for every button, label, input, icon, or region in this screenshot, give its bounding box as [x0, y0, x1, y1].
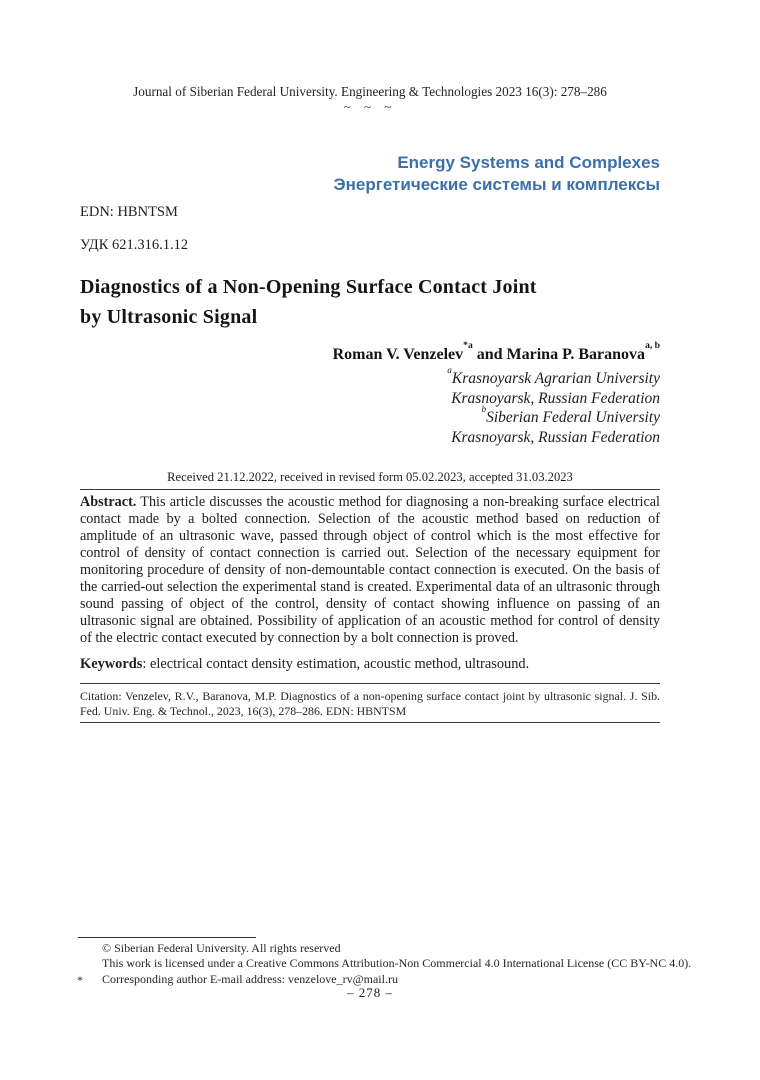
asterisk-marker: * [77, 972, 83, 987]
affiliation-text: Krasnoyarsk, Russian Federation [451, 389, 660, 407]
affiliation-mark: a [447, 365, 452, 376]
footnote-separator-rule [78, 937, 256, 938]
abstract-paragraph [80, 494, 660, 647]
article-title-line2: by Ultrasonic Signal [80, 305, 258, 328]
affiliation-line [80, 428, 660, 448]
affiliation-text: Krasnoyarsk Agrarian University [451, 370, 660, 387]
citation-top-rule [80, 683, 660, 684]
affiliation-text: Siberian Federal University [486, 409, 660, 426]
tilde-separator: ~ ~ ~ [343, 99, 397, 114]
authors-connector: and [472, 346, 507, 363]
affiliation-line [80, 389, 660, 409]
license-line: This work is licensed under a Creative Commons Attribution-Non Commercial 4.0 International License (CC BY-NC 4.0). [102, 956, 692, 971]
corresponding-author-text: Corresponding author E-mail address: venzelove_rv@mail.ru [102, 971, 398, 986]
abstract-text: This article discusses the acoustic method for diagnosing a non-breaking surface electrical contact made by a bolted connection. Selection of the acoustic method based on reduction of amplitude of an ultrasonic wave, passed through object of control which is the most effective for control of density of contact connection is carried out. Selection of the necessary equipment for monitoring procedure of density of non-demountable contact connection is executed. On the basis of the carried-out selection the experimental stand is created. Experimental data of an ultrasonic through sound passing of object of the control, density of contact showing influence on passing of an ultrasonic signal are obtained. Possibility of application of an acoustic method for control of density of the electric contact executed by connection by a bolt connection is proved. [80, 494, 660, 646]
affiliations-block [80, 365, 660, 447]
section-title-ru: Энергетические системы и комплексы [333, 174, 660, 194]
author-2-name: Marina P. Baranova [506, 346, 646, 363]
author-1-affiliation-mark: *a [463, 340, 473, 352]
keywords-text: : electrical contact density estimation, acoustic method, ultrasound. [142, 656, 530, 672]
received-dates: Received 21.12.2022, received in revised form 05.02.2023, accepted 31.03.2023 [167, 470, 573, 484]
page-number: – 278 – [347, 985, 393, 1000]
affiliation-text: Krasnoyarsk, Russian Federation [451, 428, 660, 446]
citation-bottom-rule [80, 722, 660, 723]
abstract-top-rule [80, 489, 660, 490]
keywords-line [80, 656, 660, 673]
footnote-block [77, 941, 692, 987]
affiliation-line [80, 365, 660, 389]
article-title-line1: Diagnostics of a Non-Opening Surface Contact Joint [80, 276, 537, 298]
affiliation-line [80, 404, 660, 428]
abstract-label: Abstract. [80, 494, 137, 510]
authors-line [80, 340, 660, 364]
udk-code: УДК 621.316.1.12 [80, 237, 189, 253]
section-heading [80, 152, 660, 195]
citation-paragraph: Citation: Venzelev, R.V., Baranova, M.P. Diagnostics of a non-opening surface contact joint by ultrasonic signal. J. Sib. Fed. Univ. Eng. & Technol., 2023, 16(3), 278–286. EDN: HBNTSM [80, 689, 660, 718]
journal-header-line: Journal of Siberian Federal University. Engineering & Technologies 2023 16(3): 278–286 [133, 84, 607, 99]
article-title [80, 273, 660, 332]
keywords-label: Keywords [80, 656, 143, 672]
section-title-en: Energy Systems and Complexes [397, 153, 660, 172]
author-1-name: Roman V. Venzelev [332, 346, 464, 363]
author-2-affiliation-mark: a, b [645, 340, 660, 352]
affiliation-mark: b [481, 404, 487, 415]
edn-code: EDN: HBNTSM [80, 204, 178, 220]
copyright-line: © Siberian Federal University. All rights reserved [102, 941, 341, 955]
